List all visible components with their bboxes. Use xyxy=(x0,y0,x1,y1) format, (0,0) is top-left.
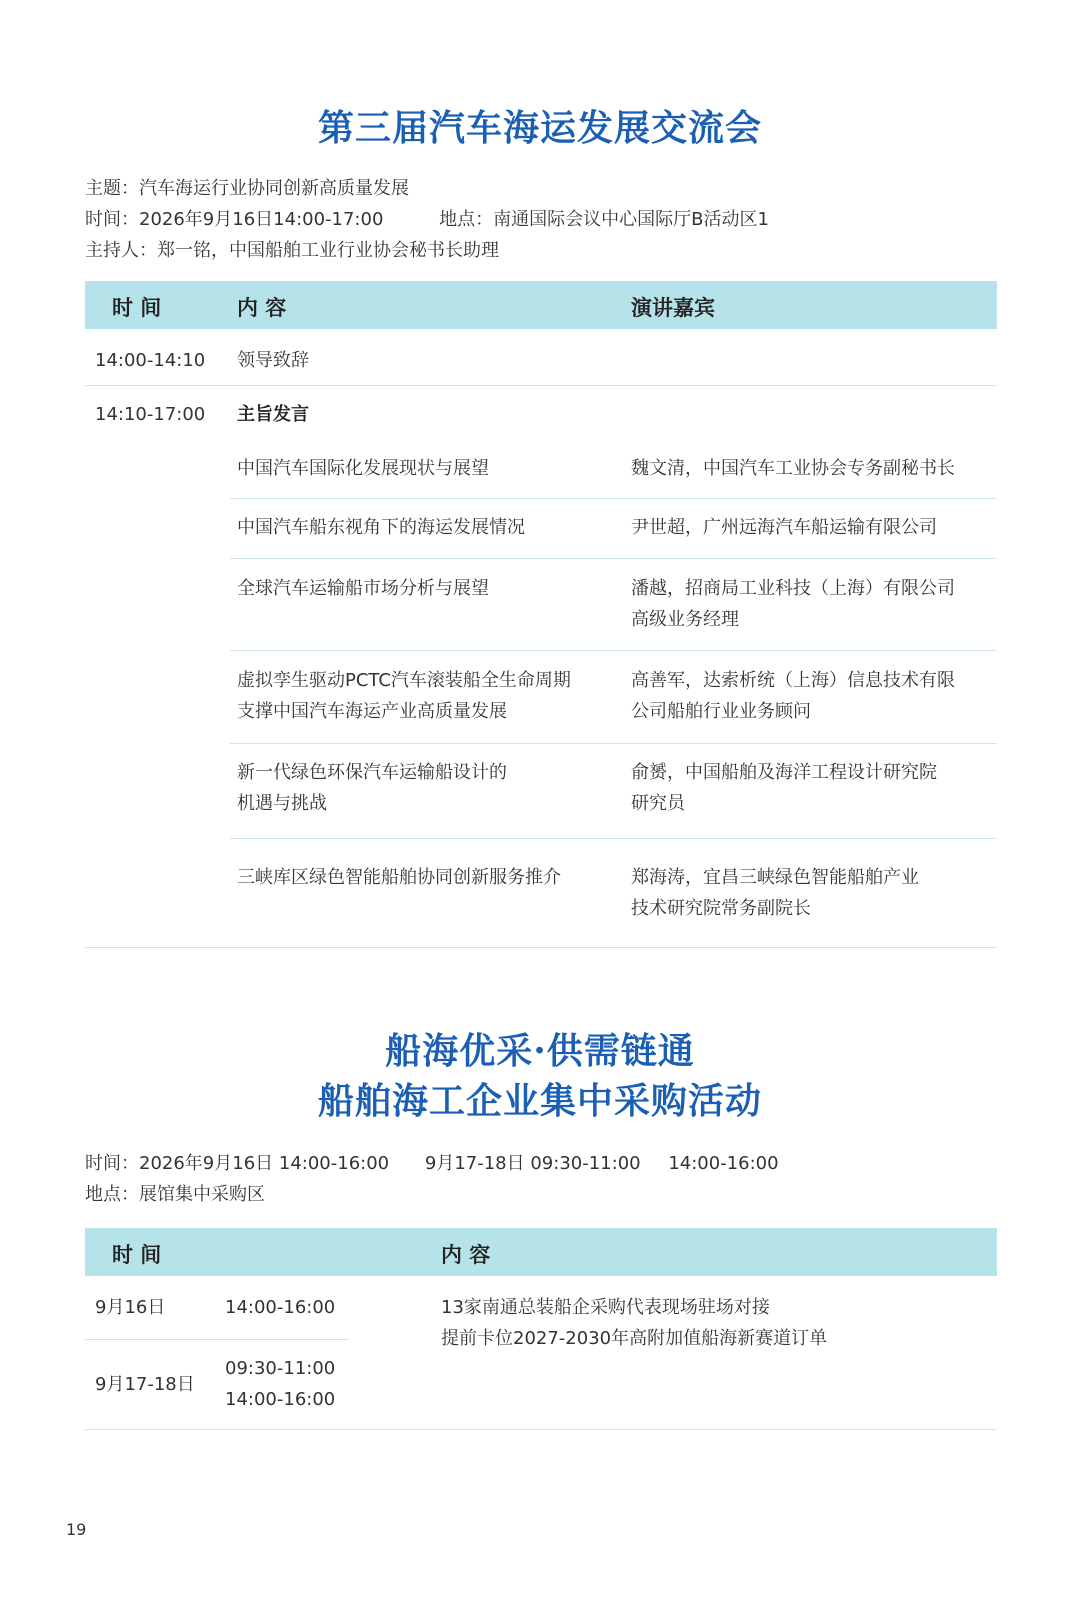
talk-topic: 三峡库区绿色智能船舶协同创新服务推介 xyxy=(237,867,561,888)
header-content: 内 容 xyxy=(237,296,287,320)
row-content: 领导致辞 xyxy=(237,350,309,371)
header-time: 时 间 xyxy=(112,296,162,320)
page-number: 19 xyxy=(66,1520,87,1539)
procurement-time-day1: 时间：2026年9月16日 14:00-16:00 xyxy=(85,1153,390,1174)
header-content: 内 容 xyxy=(441,1243,491,1267)
talk-speaker: 俞赟，中国船舶及海洋工程设计研究院 xyxy=(631,762,937,783)
talk-topic: 中国汽车船东视角下的海运发展情况 xyxy=(237,517,525,538)
talk-topic: 中国汽车国际化发展现状与展望 xyxy=(237,458,489,479)
row-divider xyxy=(230,838,997,839)
schedule-time: 14:00-16:00 xyxy=(225,1389,336,1410)
talk-topic: 虚拟孪生驱动PCTC汽车滚装船全生命周期 xyxy=(237,670,571,691)
procurement-time-day2-pm: 14:00-16:00 xyxy=(668,1153,779,1174)
talk-topic: 支撑中国汽车海运产业高质量发展 xyxy=(237,701,507,722)
schedule-date: 9月17-18日 xyxy=(95,1374,195,1395)
procurement-time xyxy=(85,1149,779,1175)
talk-speaker: 公司船舶行业业务顾问 xyxy=(631,701,811,722)
row-divider xyxy=(230,650,997,651)
row-time: 14:10-17:00 xyxy=(95,404,206,425)
talk-topic: 全球汽车运输船市场分析与展望 xyxy=(237,578,489,599)
talk-speaker: 技术研究院常务副院长 xyxy=(631,898,811,919)
forum-title: 第三届汽车海运发展交流会 xyxy=(317,107,762,149)
procurement-time-day2: 9月17-18日 09:30-11:00 xyxy=(424,1153,641,1174)
procurement-title-line1: 船海优采·供需链通 xyxy=(385,1030,695,1072)
row-divider xyxy=(230,558,997,559)
forum-time-location xyxy=(85,205,769,231)
forum-host: 主持人：郑一铭，中国船舶工业行业协会秘书长助理 xyxy=(85,240,499,261)
row-divider xyxy=(85,1339,349,1340)
talk-speaker: 研究员 xyxy=(631,793,685,814)
forum-table-header xyxy=(85,281,997,329)
header-time: 时 间 xyxy=(112,1243,162,1267)
forum-time: 时间：2026年9月16日14:00-17:00 xyxy=(85,209,384,230)
row-time: 14:00-14:10 xyxy=(95,350,206,371)
schedule-time: 14:00-16:00 xyxy=(225,1297,336,1318)
table-bottom-rule xyxy=(85,947,997,948)
talk-topic: 机遇与挑战 xyxy=(237,793,327,814)
procurement-location: 地点：展馆集中采购区 xyxy=(85,1184,265,1205)
keynote-label: 主旨发言 xyxy=(237,404,309,425)
table-bottom-rule xyxy=(85,1429,997,1430)
procurement-title-line2: 船舶海工企业集中采购活动 xyxy=(317,1080,762,1122)
procurement-content: 13家南通总装船企采购代表现场驻场对接 xyxy=(441,1297,770,1318)
header-speaker: 演讲嘉宾 xyxy=(631,296,715,320)
schedule-date: 9月16日 xyxy=(95,1297,166,1318)
forum-theme: 主题：汽车海运行业协同创新高质量发展 xyxy=(85,178,409,199)
talk-topic: 新一代绿色环保汽车运输船设计的 xyxy=(237,762,507,783)
row-divider xyxy=(230,498,997,499)
row-divider xyxy=(85,385,997,386)
talk-speaker: 魏文清，中国汽车工业协会专务副秘书长 xyxy=(631,458,955,479)
talk-speaker: 尹世超，广州远海汽车船运输有限公司 xyxy=(631,517,937,538)
procurement-content: 提前卡位2027-2030年高附加值船海新赛道订单 xyxy=(441,1328,828,1349)
row-divider xyxy=(230,743,997,744)
schedule-time: 09:30-11:00 xyxy=(225,1358,336,1379)
talk-speaker: 郑海涛，宜昌三峡绿色智能船舶产业 xyxy=(631,867,919,888)
forum-location: 地点：南通国际会议中心国际厅B活动区1 xyxy=(439,209,769,230)
talk-speaker: 潘越，招商局工业科技（上海）有限公司 xyxy=(631,578,955,599)
talk-speaker: 高善军，达索析统（上海）信息技术有限 xyxy=(631,670,955,691)
talk-speaker: 高级业务经理 xyxy=(631,609,739,630)
procurement-table-header xyxy=(85,1228,997,1276)
